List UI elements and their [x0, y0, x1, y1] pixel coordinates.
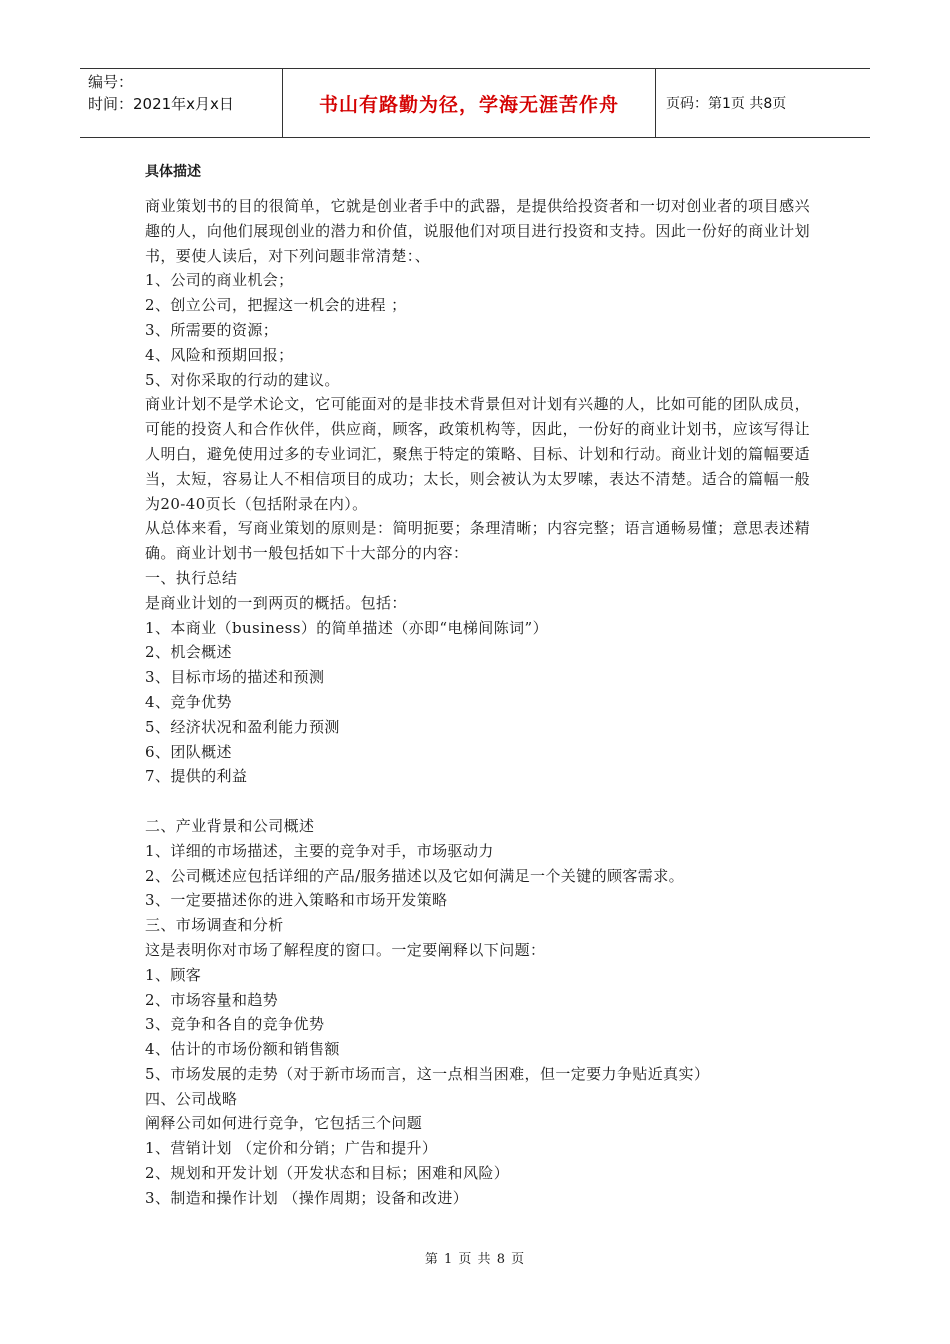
- paragraph: 5、对你采取的行动的建议。: [145, 370, 340, 389]
- paragraph: 二、产业背景和公司概述: [145, 816, 315, 835]
- paragraph: 4、风险和预期回报；: [145, 345, 294, 364]
- paragraph: 5、市场发展的走势（对于新市场而言，这一点相当困难，但一定要力争贴近真实）: [145, 1064, 710, 1083]
- paragraph: 商业策划书的目的很简单，它就是创业者手中的武器，是提供给投资者和一切对创业者的项目感兴趣的人，向他们展现创业的潜力和价值，说服他们对项目进行投资和支持。因此一份好的商业计划书，要使人读后，对下列问题非常清楚：、: [145, 197, 810, 265]
- paragraph: 7、提供的利益: [145, 767, 248, 786]
- paragraph: 2、规划和开发计划（开发状态和目标；困难和风险）: [145, 1164, 510, 1183]
- paragraph: 3、竞争和各自的竞争优势: [145, 1015, 325, 1034]
- header-meta: [80, 69, 282, 137]
- header-motto: 书山有路勤为径，学海无涯苦作舟: [282, 69, 656, 137]
- paragraph: 是商业计划的一到两页的概括。包括：: [145, 593, 407, 612]
- paragraph: 2、公司概述应包括详细的产品/服务描述以及它如何满足一个关键的顾客需求。: [145, 866, 685, 885]
- paragraph: 四、公司战略: [145, 1089, 238, 1108]
- paragraph: 1、详细的市场描述，主要的竞争对手，市场驱动力: [145, 841, 494, 860]
- paragraph: 4、估计的市场份额和销售额: [145, 1040, 340, 1059]
- paragraph: 这是表明你对市场了解程度的窗口。一定要阐释以下问题：: [145, 940, 546, 959]
- paragraph: 1、本商业（business）的简单描述（亦即“电梯间陈词”）: [145, 618, 548, 637]
- paragraph: 6、团队概述: [145, 742, 232, 761]
- document-body: [145, 160, 810, 1211]
- paragraph: 1、营销计划 （定价和分销；广告和提升）: [145, 1139, 438, 1158]
- paragraph: 1、顾客: [145, 965, 202, 984]
- paragraph: 3、目标市场的描述和预测: [145, 668, 325, 687]
- paragraph: 2、市场容量和趋势: [145, 990, 279, 1009]
- date-label: 时间：2021年x月x日: [88, 95, 234, 113]
- paragraph: 3、所需要的资源；: [145, 320, 279, 339]
- number-label: 编号：: [88, 73, 134, 91]
- paragraph: 商业计划不是学术论文，它可能面对的是非技术背景但对计划有兴趣的人，比如可能的团队成员，可能的投资人和合作伙伴，供应商，顾客，政策机构等，因此，一份好的商业计划书，应该写得让人明白，避免使用过多的专业词汇，聚焦于特定的策略、目标、计划和行动。商业计划的篇幅要适当，太短，容易让人不相信项目的成功；太长，则会被认为太罗嗦，表达不清楚。适合的篇幅一般为20-40页长（包括附录在内）。: [145, 395, 810, 513]
- paragraph: 2、机会概述: [145, 643, 232, 662]
- header-table: [80, 68, 870, 138]
- paragraph-list: [145, 194, 810, 1211]
- paragraph: 3、一定要描述你的进入策略和市场开发策略: [145, 891, 448, 910]
- paragraph: [145, 789, 810, 814]
- paragraph: 2、创立公司，把握这一机会的进程 ；: [145, 296, 407, 315]
- paragraph: 三、市场调查和分析: [145, 916, 284, 935]
- paragraph: 一、执行总结: [145, 568, 238, 587]
- paragraph: 从总体来看，写商业策划的原则是：简明扼要；条理清晰；内容完整；语言通畅易懂；意思表述精确。商业计划书一般包括如下十大部分的内容：: [145, 519, 810, 563]
- page-footer: 第 1 页 共 8 页: [424, 1252, 526, 1267]
- paragraph: 阐释公司如何进行竞争，它包括三个问题: [145, 1114, 423, 1133]
- section-heading: 具体描述: [145, 164, 201, 180]
- paragraph: 3、制造和操作计划 （操作周期；设备和改进）: [145, 1188, 469, 1207]
- paragraph: 1、公司的商业机会；: [145, 271, 294, 290]
- header-page-info: 页码：第1页 共8页: [666, 96, 787, 112]
- paragraph: 5、经济状况和盈利能力预测: [145, 717, 340, 736]
- paragraph: 4、竞争优势: [145, 692, 232, 711]
